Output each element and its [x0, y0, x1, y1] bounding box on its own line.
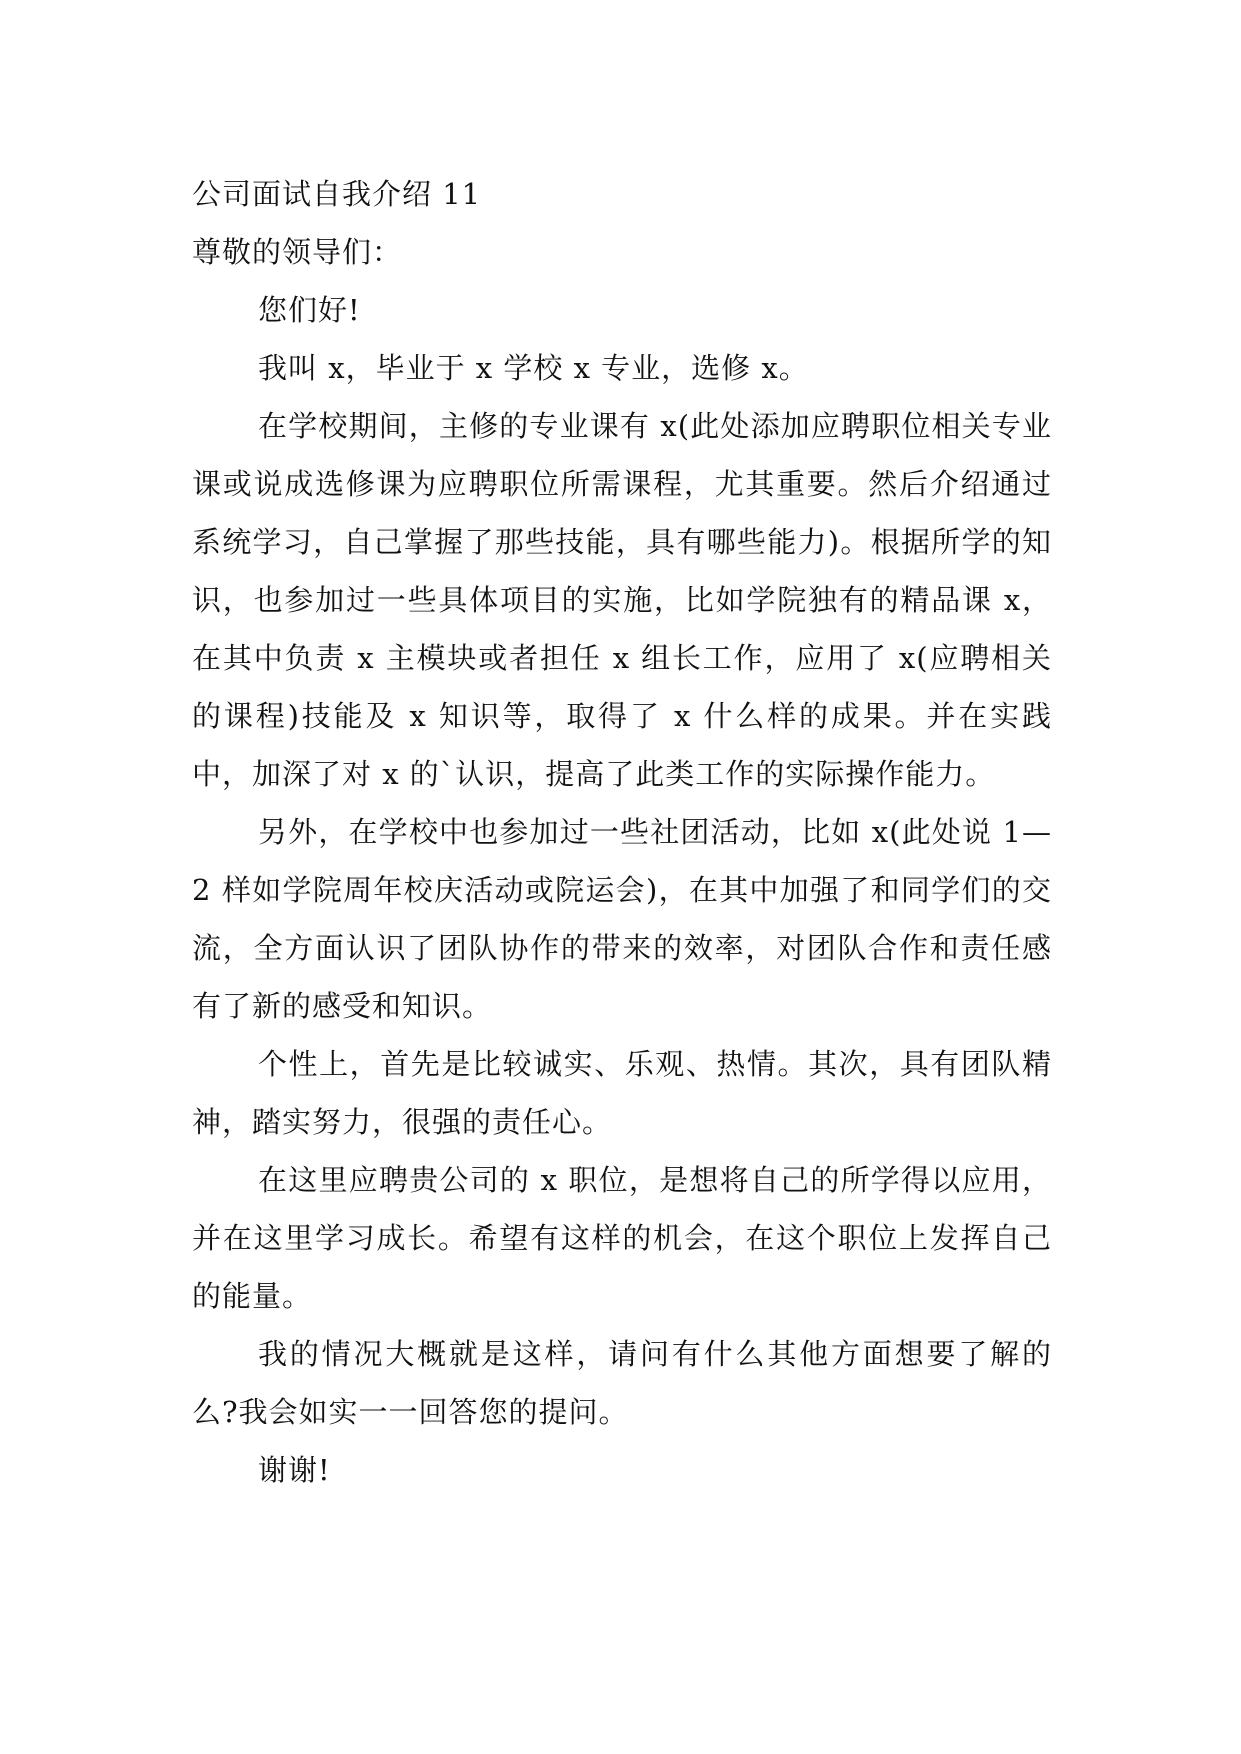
paragraph-name-education: 我叫 x，毕业于 x 学校 x 专业，选修 x。 — [258, 351, 809, 385]
paragraph-personality: 个性上，首先是比较诚实、乐观、热情。其次，具有团队精神，踏实努力，很强的责任心。 — [192, 1047, 1052, 1139]
document-title: 公司面试自我介绍 11 — [192, 177, 482, 211]
paragraph-greeting: 您们好! — [258, 293, 361, 327]
paragraph-application: 在这里应聘贵公司的 x 职位，是想将自己的所学得以应用，并在这里学习成长。希望有这样的机会，在这个职位上发挥自己的能量。 — [192, 1163, 1052, 1313]
document-page — [192, 165, 1052, 1499]
salutation: 尊敬的领导们： — [192, 235, 403, 269]
paragraph-courses-projects: 在学校期间，主修的专业课有 x(此处添加应聘职位相关专业课或说成选修课为应聘职位所需课程，尤其重要。然后介绍通过系统学习，自己掌握了那些技能，具有哪些能力)。根据所学的知识，也参加过一些具体项目的实施，比如学院独有的精品课 x，在其中负责 x 主模块或者担任 x 组长工作，应用了 x(应聘相关的课程)技能及 x 知识等，取得了 x 什么样的成果。并在实践中，加深了对 x 的`认识，提高了此类工作的实际操作能力。 — [192, 409, 1052, 791]
paragraph-thanks: 谢谢! — [258, 1453, 331, 1487]
paragraph-closing: 我的情况大概就是这样，请问有什么其他方面想要了解的么?我会如实一一回答您的提问。 — [192, 1337, 1052, 1429]
paragraph-club-activities: 另外，在学校中也参加过一些社团活动，比如 x(此处说 1—2 样如学院周年校庆活动或院运会)，在其中加强了和同学们的交流，全方面认识了团队协作的带来的效率，对团队合作和责任感有了新的感受和知识。 — [192, 815, 1052, 1023]
